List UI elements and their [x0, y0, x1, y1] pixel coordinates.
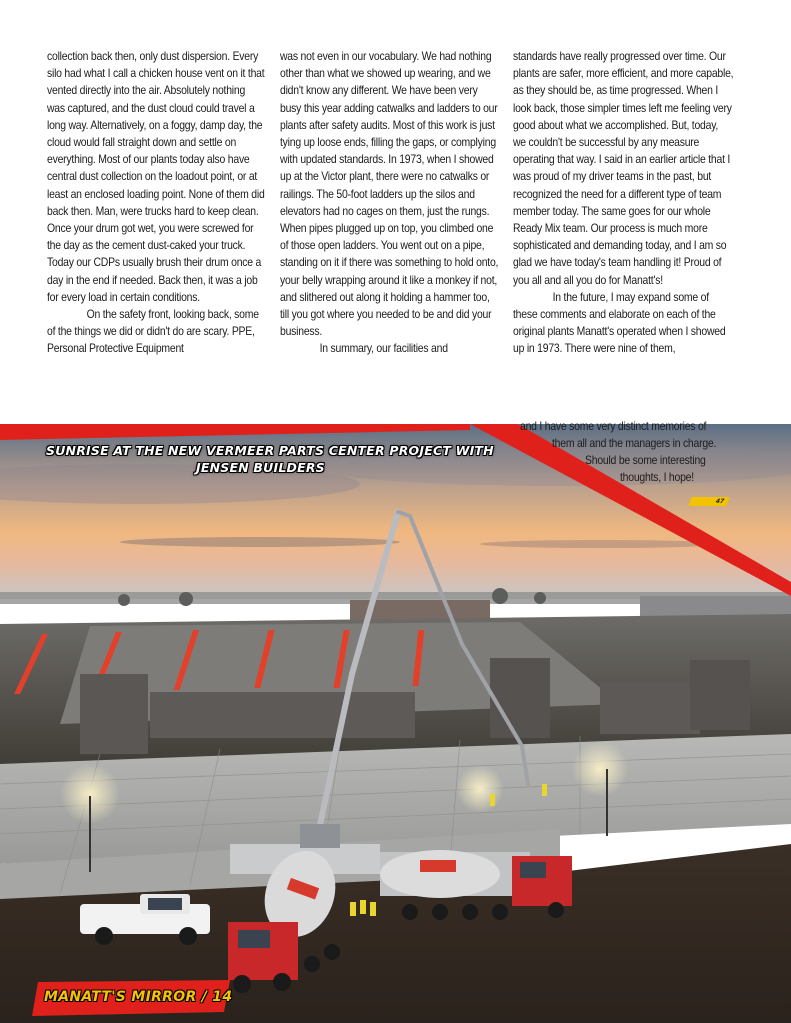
photo-caption-line-1: SUNRISE AT THE NEW VERMEER PARTS CENTER PROJECT WITH [46, 443, 494, 458]
photo-caption-line-2: JENSEN BUILDERS [196, 460, 325, 475]
col3-paragraph-1: standards have really progressed over time. Our plants are safer, more efficient, and more capable, as they should be, as time progressed. When I look back, those simpler times left me feeling very good about what we accomplished. But, today, we couldn't be successful by any measure operating that way. I said in an earlier article that I was proud of my driver teams in the past, but recognized the need for a different type of team member today. The same goes for our whole Ready Mix team. Our process is much more sophisticated and demanding today, and I am so glad we have today's team handling it! Proud of you all and all you do for Manatt's! [513, 50, 734, 287]
col3-tail-line-2: them all and the managers in charge. [552, 437, 717, 450]
col3-tail-line-1: and I have some very distinct memories of [520, 420, 707, 433]
col2-paragraph-2: In summary, our facilities and [319, 342, 448, 356]
col1-paragraph-1: collection back then, only dust dispersion. Every silo had what I call a chicken house vent on it that vented directly into the air. Absolutely nothing was captured, and the dust cloud could travel a long way. Alternatively, on a foggy, damp day, the cloud would fall straight down and settle on everything. Most of our plants today also have central dust collection on the loadout point, or at least an enclosed loading point. None of them did back then. Man, were trucks hard to keep clean. Once your drum got wet, you were screwed for the day as the cement dust-caked your truck. Today our CDPs usually brush their drum once a day in the end if needed. Back then, it was a job for every load in certain conditions. [47, 50, 265, 304]
article-column-2 [280, 48, 501, 358]
col3-paragraph-2: In the future, I may expand some of these comments and elaborate on each of the original plants Manatt's operated when I showed up in 1973. There were nine of them, [513, 290, 726, 356]
article-column-3 [513, 48, 734, 358]
construction-site-photo [0, 424, 791, 1023]
col3-tail-line-3: Should be some interesting [585, 454, 706, 467]
footer-publication-label: MANATT'S MIRROR / 14 [44, 989, 233, 1005]
col1-paragraph-2: On the safety front, looking back, some of the things we did or didn't do are scary. PPE, Personal Protective Equipment [47, 308, 259, 356]
page-number-badge: 47 [688, 497, 729, 506]
col2-paragraph-1: was not even in our vocabulary. We had nothing other than what we showed up wearing, and we didn't know any different. We have been very busy this year adding catwalks and ladders to our plants after safety audits. Most of this work is just tying up loose ends, filling the gaps, or complying with updated standards. In 1973, when I showed up at the Victor plant, there were no catwalks or railings. The 50-foot ladders up the silos and elevators had no cages on them, just the rungs. When pipes plugged up on top, you climbed one of those open ladders. You went out on a pipe, standing on it if there was something to hold onto, your belly wrapping around it like a monkey if not, and slithered out along it holding a hammer too, till you got where you needed to be and did your business. [280, 50, 499, 339]
col3-tail-line-4: thoughts, I hope! [620, 471, 694, 484]
article-column-1 [47, 48, 265, 358]
project-photo [0, 424, 791, 1023]
